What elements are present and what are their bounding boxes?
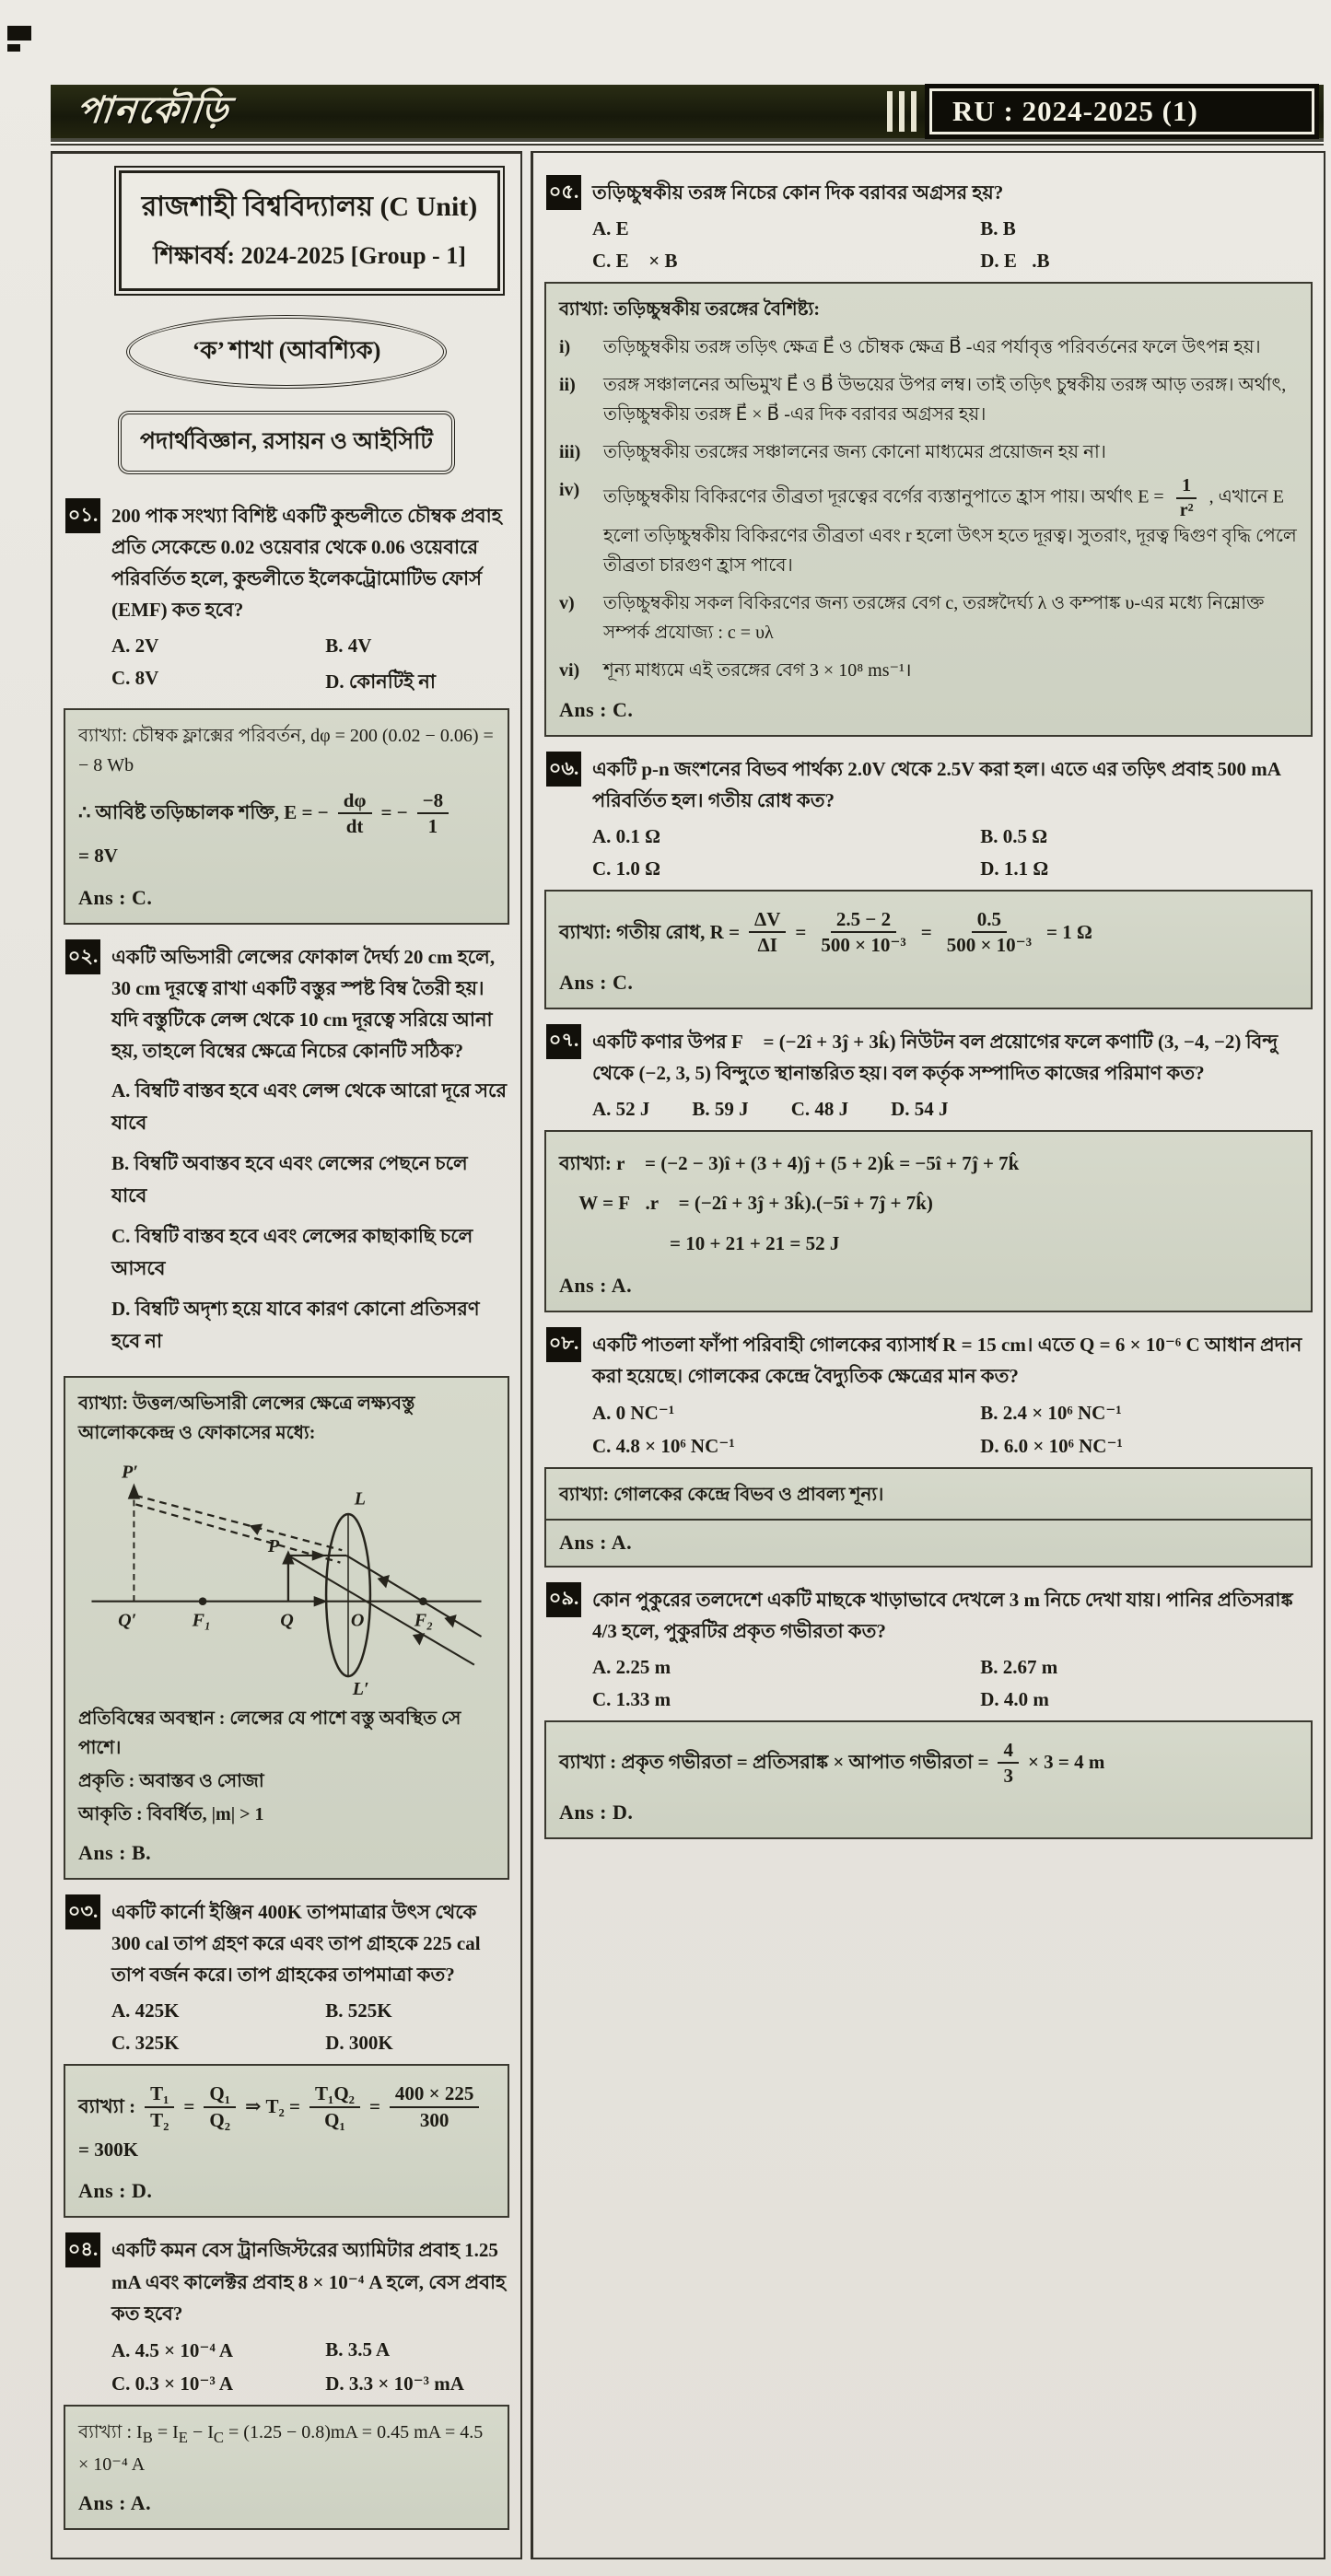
option-a: A. 52 J: [592, 1097, 650, 1120]
option-c: C. E⃗ × B⃗: [592, 250, 693, 273]
question-09: [546, 1582, 1311, 1711]
options: [592, 825, 1311, 880]
option-a: A. বিম্বটি বাস্তব হবে এবং লেন্স থেকে আরো দূরে সরে যাবে: [111, 1079, 508, 1135]
option-b: B. 59 J: [692, 1097, 749, 1120]
option-b: B. 0.5 Ω: [980, 825, 1048, 848]
option-c: C. বিম্বটি বাস্তব হবে এবং লেন্সের কাছাকাছি চলে আসবে: [111, 1225, 473, 1280]
question-text: একটি পাতলা ফাঁপা পরিবাহী গোলকের ব্যাসার্ধ R = 15 cm। এতে Q = 6 × 10⁻⁶ C আধান প্রদান করা হয়েছে। গোলকের কেন্দ্রে বৈদ্যুতিক ক্ষেত্রের মান কত?: [592, 1333, 1302, 1387]
question-number-badge: ০৫.: [546, 175, 581, 210]
formula-line-1: ব্যাখ্যা: r⃗ = (−2 − 3)î + (3 + 4)ĵ + (5 + 2)k̂ = −5î + 7ĵ + 7k̂: [559, 1151, 1020, 1174]
answer-label: Ans : D.: [559, 1801, 634, 1824]
question-02: [65, 939, 508, 1367]
question-text: একটি p-n জংশনের বিভব পার্থক্য 2.0V থেকে 2.5V করা হল। এতে এর তড়িৎ প্রবাহ 500 mA পরিবর্তিত হল। গতীয় রোধ কত?: [592, 758, 1280, 812]
formula: ব্যাখ্যা: গতীয় রোধ, R = $\frac{\Delta V}{\Delta I}$ = $\frac{2.5 - 2}{\text{500 × 10⁻³}}$ = $\frac{0.5}{\text{500 × 10⁻³}}$ = 1 Ω: [559, 908, 1092, 957]
image-position-note: প্রতিবিম্বের অবস্থান : লেন্সের যে পাশে বস্তু অবস্থিত সে পাশে।: [78, 1708, 461, 1759]
formula: ব্যাখ্যা : প্রকৃত গভীরতা = প্রতিসরাঙ্ক × আপাত গভীরতা = $\frac{4}{3}$ × 3 = 4 m: [559, 1738, 1105, 1788]
question-text: 200 পাক সংখ্যা বিশিষ্ট একটি কুন্ডলীতে চৌম্বক প্রবাহ প্রতি সেকেন্ডে 0.02 ওয়েবার থেকে 0.06 ওয়েবারে পরিবর্তিত হলে, কুন্ডলীতে ইলেকট্রোমোটিভ ফোর্স (EMF) কত হবে?: [111, 505, 502, 622]
option-c: C. 4.8 × 10⁶ NC⁻¹: [592, 1434, 735, 1457]
answer-label: Ans : C.: [559, 698, 634, 722]
question-03: [65, 1894, 508, 2055]
option-d: D. 54 J: [891, 1097, 949, 1120]
question-text: একটি কার্নো ইঞ্জিন 400K তাপমাত্রার উৎস থেকে 300 cal তাপ গ্রহণ করে এবং তাপ গ্রাহকে 225 cal তাপ বর্জন করে। তাপ গ্রাহকের তাপমাত্রা কত?: [111, 1901, 481, 1987]
options: [111, 635, 508, 699]
answer-label: Ans : C.: [559, 970, 634, 994]
fraction: $\frac{400 \times 225}{300}$: [390, 2082, 479, 2130]
scan-artifact: [7, 26, 31, 41]
university-title: রাজশাহী বিশ্ববিদ্যালয় (C Unit): [141, 192, 478, 222]
explanation-box-02: [64, 1376, 509, 1880]
exam-ref-badge: RU : 2024-2025 (1): [929, 88, 1314, 134]
option-d: D. বিম্বটি অদৃশ্য হয়ে যাবে কারণ কোনো প্রতিসরণ হবে না: [111, 1298, 480, 1353]
fraction: $\frac{d\varphi}{dt}$: [338, 789, 372, 837]
fraction: $\frac{\text{T₁Q₂}}{\text{Q₁}}$: [309, 2082, 360, 2130]
explanation-box-05: [544, 282, 1313, 737]
option-b: B. 2.4 × 10⁶ NC⁻¹: [980, 1401, 1122, 1424]
question-number-badge: ০৭.: [546, 1024, 581, 1059]
page-header-band: [51, 85, 1324, 142]
option-a: A. 4.5 × 10⁻⁴ A: [111, 2338, 234, 2361]
explanation-box-09: [544, 1720, 1313, 1839]
option-c: C. 325K: [111, 2032, 180, 2055]
fraction: $\frac{0.5}{\text{500 × 10⁻³}}$: [946, 908, 1033, 957]
feature-item-iv: iv) তড়িচ্চুম্বকীয় বিকিরণের তীব্রতা দূরত্বের বর্গের ব্যস্তানুপাতে হ্রাস পায়। অর্থাৎ E = $\frac{1}{\text{r²}}$ , এখানে E হলো তড়িচ্চুম্বকীয় বিকিরণের তীব্রতা এবং r হলো উৎস হতে দূরত্ব। সুতরাং, দূরত্ব দ্বিগুণ বৃদ্ধি পেলে তীব্রতা চারগুণ হ্রাস পাবে।: [559, 475, 1297, 577]
option-d: D. 6.0 × 10⁶ NC⁻¹: [980, 1434, 1123, 1457]
option-b: B. 525K: [325, 1999, 392, 2022]
option-a: A. 0.1 Ω: [592, 825, 660, 848]
option-d: D. E⃗.B⃗: [980, 250, 1065, 273]
left-column: [51, 151, 522, 2559]
fraction: $\frac{-8}{1}$: [417, 789, 449, 837]
option-b: B. 4V: [325, 635, 372, 658]
right-column: [531, 151, 1325, 2559]
fraction: $\frac{1}{\text{r²}}$: [1174, 475, 1199, 521]
option-a: A. 425K: [111, 1999, 180, 2022]
option-c: C. 48 J: [790, 1097, 849, 1120]
svg-text:L′: L′: [352, 1679, 369, 1699]
fraction: $\frac{2.5 - 2}{\text{500 × 10⁻³}}$: [821, 908, 906, 957]
scan-artifact: [7, 44, 20, 52]
session-subtitle: শিক্ষাবর্ষ: 2024-2025 [Group - 1]: [153, 242, 466, 269]
section-badge: ‘ক’ শাখা (আবশ্যিক): [126, 315, 447, 389]
question-number-badge: ০১.: [65, 498, 100, 533]
options: [592, 1401, 1311, 1458]
formula: ∴ আবিষ্ট তড়িচ্চালক শক্তি, E = − $\frac{d\varphi}{dt}$ = − $\frac{-8}{1}$ = 8V: [78, 789, 495, 872]
svg-text:O: O: [350, 1610, 365, 1631]
option-d: D. 4.0 m: [980, 1687, 1049, 1710]
image-size-note: আকৃতি : বিবর্ধিত, |m| > 1: [78, 1804, 264, 1825]
option-c: C. 0.3 × 10⁻³ A: [111, 2372, 234, 2395]
options: [111, 1076, 508, 1358]
svg-text:F₂: F₂: [414, 1610, 434, 1631]
fraction: $\frac{\Delta V}{\Delta I}$: [749, 908, 786, 956]
option-d: D. 1.1 Ω: [980, 857, 1049, 880]
options: [592, 1098, 1311, 1121]
options: [592, 1656, 1311, 1711]
question-07: [546, 1024, 1311, 1121]
question-04: [65, 2232, 508, 2395]
brand-logo: পানকৌড়ি: [74, 88, 232, 131]
feature-item-vi: vi) শূন্য মাধ্যমে এই তরঙ্গের বেগ 3 × 10⁸ ms⁻¹।: [559, 660, 912, 682]
question-text: একটি কণার উপর F⃗ = (−2î + 3ĵ + 3k̂) নিউটন বল প্রয়োগের ফলে কণাটি (3, −4, −2) বিন্দু থেকে (−2, 3, 5) বিন্দুতে স্থানান্তরিত হয়। বল কর্তৃক সম্পাদিত কাজের পরিমাণ কত?: [592, 1030, 1278, 1084]
answer-label: Ans : C.: [78, 885, 153, 909]
formula-line-3: = 10 + 21 + 21 = 52 J: [670, 1231, 840, 1254]
question-01: [65, 498, 508, 699]
question-05: [546, 175, 1311, 273]
explanation-text: ব্যাখ্যা: গোলকের কেন্দ্রে বিভব ও প্রাবল্য শূন্য।: [559, 1484, 884, 1505]
answer-label: Ans : A.: [546, 1519, 1311, 1560]
question-number-badge: ০৬.: [546, 752, 581, 787]
option-b: B. 3.5 A: [325, 2337, 391, 2360]
option-d: D. 300K: [325, 2032, 393, 2055]
option-a: A. 2.25 m: [592, 1655, 671, 1678]
explanation-box-04: [64, 2405, 509, 2531]
svg-text:P′: P′: [122, 1462, 138, 1483]
fraction: $\frac{\text{T₁}}{\text{T₂}}$: [145, 2082, 174, 2130]
university-title-box: [119, 170, 500, 291]
options: [592, 217, 1311, 273]
option-c: C. 1.33 m: [592, 1687, 671, 1710]
question-number-badge: ০২.: [65, 939, 100, 974]
feature-item-i: i) তড়িচ্চুম্বকীয় তরঙ্গ তড়িৎ ক্ষেত্র E⃗ ও চৌম্বক ক্ষেত্র B⃗ -এর পর্যাবৃত্ত পরিবর্তনের ফলে উৎপন্ন হয়।: [559, 337, 1261, 358]
fraction: $\frac{\text{Q₁}}{\text{Q₂}}$: [204, 2082, 236, 2130]
answer-label: Ans : A.: [78, 2491, 152, 2515]
explanation-text: ব্যাখ্যা: উত্তল/অভিসারী লেন্সের ক্ষেত্রে লক্ষ্যবস্তু আলোককেন্দ্র ও ফোকাসের মধ্যে:: [78, 1393, 415, 1444]
image-nature-note: প্রকৃতি : অবাস্তব ও সোজা: [78, 1771, 264, 1792]
option-b: B. B⃗: [980, 217, 1032, 240]
feature-item-iii: iii) তড়িচ্চুম্বকীয় তরঙ্গের সঞ্চালনের জন্য কোনো মাধ্যমের প্রয়োজন হয় না।: [559, 442, 1106, 463]
question-number-badge: ০৩.: [65, 1894, 100, 1929]
formula: ব্যাখ্যা : $\frac{\text{T₁}}{\text{T₂}}$ = $\frac{\text{Q₁}}{\text{Q₂}}$ ⇒ T₂ = $\frac{\text{T₁Q₂}}{\text{Q₁}}$ = $\frac{400 \times 225}{300}$ = 300K: [78, 2082, 495, 2165]
explanation-box-08: [544, 1467, 1313, 1568]
formula-line-2: ∴ W = F⃗.r⃗ = (−2î + 3ĵ + 3k̂).(−5î + 7ĵ + 7k̂): [559, 1192, 933, 1215]
option-b: B. বিম্বটি অবাস্তব হবে এবং লেন্সের পেছনে চলে যাবে: [111, 1152, 468, 1207]
option-d: D. 3.3 × 10⁻³ mA: [325, 2372, 464, 2395]
explanation-box-03: [64, 2064, 509, 2218]
option-a: A. 2V: [111, 635, 159, 658]
explanation-box-01: [64, 708, 509, 925]
explanation-text: ব্যাখ্যা : $I_B = I_E - I_C = (1.25 - 0.8)mA = 0.45$ mA = 4.5 × 10⁻⁴ A: [78, 2421, 484, 2476]
subjects-box: পদার্থবিজ্ঞান, রসায়ন ও আইসিটি: [118, 411, 455, 474]
explanation-text: ব্যাখ্যা: চৌম্বক ফ্লাক্সের পরিবর্তন, dφ = 200 (0.02 − 0.06) = − 8 Wb: [78, 726, 494, 776]
svg-text:Q′: Q′: [118, 1610, 137, 1631]
option-a: A. E⃗: [592, 217, 645, 240]
svg-text:L: L: [354, 1488, 366, 1509]
question-number-badge: ০৯.: [546, 1582, 581, 1617]
question-number-badge: ০৪.: [65, 2232, 100, 2267]
svg-text:F₁: F₁: [192, 1610, 211, 1631]
svg-text:Q: Q: [280, 1610, 294, 1631]
explanation-heading: ব্যাখ্যা: তড়িচ্চুম্বকীয় তরঙ্গের বৈশিষ্ট্য:: [559, 299, 820, 321]
explanation-box-07: [544, 1130, 1313, 1312]
question-text: কোন পুকুরের তলদেশে একটি মাছকে খাড়াভাবে দেখলে 3 m নিচে দেখা যায়। পানির প্রতিসরাঙ্ক 4/3 হলে, পুকুরটির প্রকৃত গভীরতা কত?: [592, 1588, 1293, 1642]
option-a: A. 0 NC⁻¹: [592, 1401, 675, 1424]
divider-ticks-icon: [887, 91, 917, 132]
answer-label: Ans : B.: [78, 1841, 152, 1865]
option-c: C. 8V: [111, 667, 159, 690]
question-06: [546, 752, 1311, 880]
option-b: B. 2.67 m: [980, 1655, 1058, 1678]
option-c: C. 1.0 Ω: [592, 857, 660, 880]
answer-label: Ans : D.: [78, 2179, 153, 2203]
question-text: একটি কমন বেস ট্রানজিস্টরের অ্যামিটার প্রবাহ 1.25 mA এবং কালেক্টর প্রবাহ 8 × 10⁻⁴ A হলে, বেস প্রবাহ কত হবে?: [111, 2239, 507, 2325]
question-text: তড়িচ্চুম্বকীয় তরঙ্গ নিচের কোন দিক বরাবর অগ্রসর হয়?: [592, 181, 1004, 204]
question-number-badge: ০৮.: [546, 1327, 581, 1362]
options: [111, 1999, 508, 2055]
svg-text:P: P: [267, 1536, 280, 1557]
feature-item-v: v) তড়িচ্চুম্বকীয় সকল বিকিরণের জন্য তরঙ্গের বেগ c, তরঙ্গদৈর্ঘ্য λ ও কম্পাঙ্ক υ-এর মধ্যে নিম্নোক্ত সম্পর্ক প্রযোজ্য : c = υλ: [559, 593, 1265, 644]
feature-item-ii: ii) তরঙ্গ সঞ্চালনের অভিমুখ E⃗ ও B⃗ উভয়ের উপর লম্ব। তাই তড়িৎ চুম্বকীয় তরঙ্গ আড় তরঙ্গ। অর্থাৎ, তড়িচ্চুম্বকীয় তরঙ্গ E⃗ × B⃗ -এর দিক বরাবর অগ্রসর হয়।: [559, 375, 1287, 425]
question-text: একটি অভিসারী লেন্সের ফোকাল দৈর্ঘ্য 20 cm হলে, 30 cm দূরত্বে রাখা একটি বস্তুর স্পষ্ট বিম্ব তৈরী হয়। যদি বস্তুটিকে লেন্স থেকে 10 cm দূরত্বে সরিয়ে আনা হয়, তাহলে বিম্বের ক্ষেত্রে নিচের কোনটি সঠিক?: [111, 946, 496, 1063]
answer-label: Ans : A.: [559, 1273, 633, 1297]
options: [111, 2338, 508, 2395]
fraction: $\frac{4}{3}$: [998, 1739, 1019, 1787]
question-08: [546, 1327, 1311, 1458]
option-d: D. কোনটিই না: [325, 670, 436, 694]
lens-ray-diagram: [78, 1451, 495, 1698]
explanation-box-06: [544, 890, 1313, 1008]
